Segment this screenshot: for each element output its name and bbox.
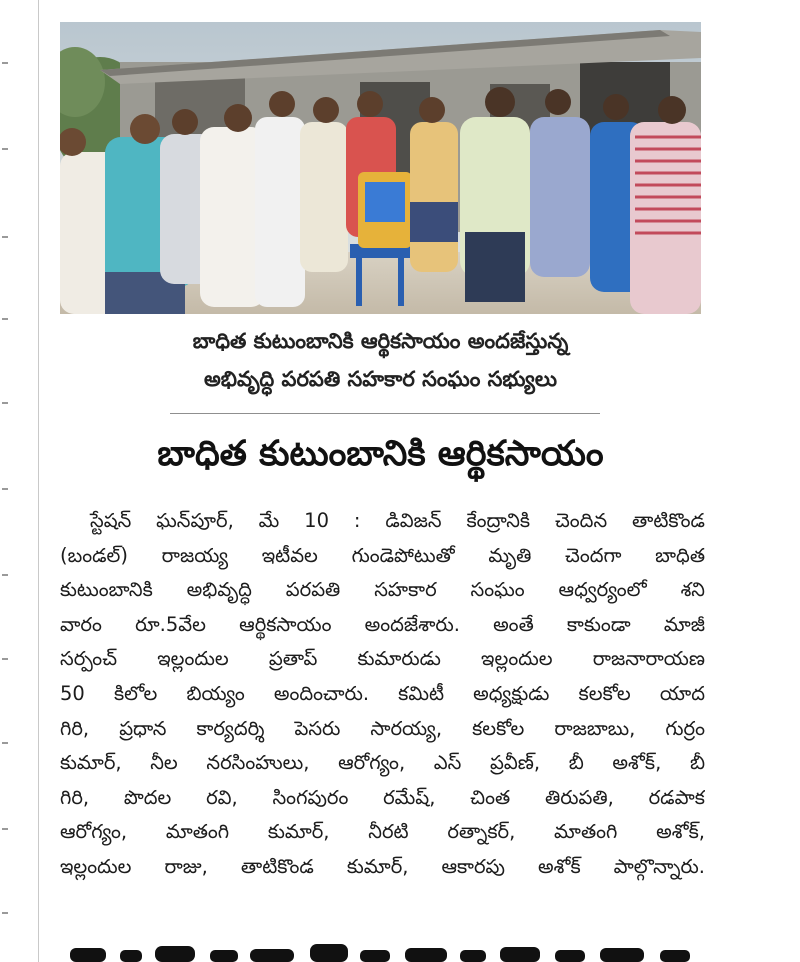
body-line: ఆరోగ్యం, మాతంగి కుమార్, నీరటి రత్నాకర్, మాతంగి అశోక్, xyxy=(60,820,705,844)
page-edge-marks xyxy=(0,0,10,962)
body-line: స్టేషన్ ఘన్‌పూర్, మే 10 : డివిజన్ కేంద్రానికి చెందిన తాటికొండ xyxy=(90,509,705,532)
body-line: సర్పంచ్ ఇల్లందుల ప్రతాప్ కుమారుడు ఇల్లందుల రాజనారాయణ xyxy=(60,647,705,671)
body-line: 50 కిలోల బియ్యం అందించారు. కమిటీ అధ్యక్షుడు కలకోల యాద xyxy=(60,681,705,705)
body-line: ఇల్లందుల రాజు, తాటికొండ కుమార్, ఆకారపు అశోక్ పాల్గొన్నారు. xyxy=(60,854,705,878)
photo-caption xyxy=(60,322,701,398)
body-line: గిరి, ప్రధాన కార్యదర్శి పెసరు సారయ్య, కలకోల రాజబాబు, గుర్రం xyxy=(60,716,705,740)
article-headline: బాధిత కుటుంబానికి ఆర్థికసాయం xyxy=(157,434,604,474)
body-line: (బండల్) రాజయ్య ఇటీవల గుండెపోటుతో మృతి చెందగా బాధిత xyxy=(60,543,705,567)
article-body xyxy=(60,504,705,885)
cropped-text-shapes xyxy=(60,940,705,962)
caption-line-1: బాధిత కుటుంబానికి ఆర్థికసాయం అందజేస్తున్న xyxy=(192,329,569,353)
body-line: వారం రూ.5వేల ఆర్థికసాయం అందజేశారు. అంతే కాకుండా మాజీ xyxy=(60,612,705,636)
body-line: కుటుంబానికి అభివృద్ధి పరపతి సహకార సంఘం ఆధ్వర్యంలో శని xyxy=(60,578,705,602)
caption-line-2: అభివృద్ధి పరపతి సహకార సంఘం సభ్యులు xyxy=(204,367,557,391)
body-line: కుమార్, నీల నరసింహులు, ఆరోగ్యం, ఎస్ ప్రవీణ్, బీ అశోక్, బీ xyxy=(60,751,705,775)
caption-divider xyxy=(170,413,600,414)
news-photo xyxy=(60,22,701,314)
next-article-headline-cropped xyxy=(60,940,705,962)
body-line: గిరి, పొదల రవి, సింగపురం రమేష్, చింత తిరుపతి, రడపాక xyxy=(60,785,705,809)
column-rule xyxy=(38,0,39,962)
